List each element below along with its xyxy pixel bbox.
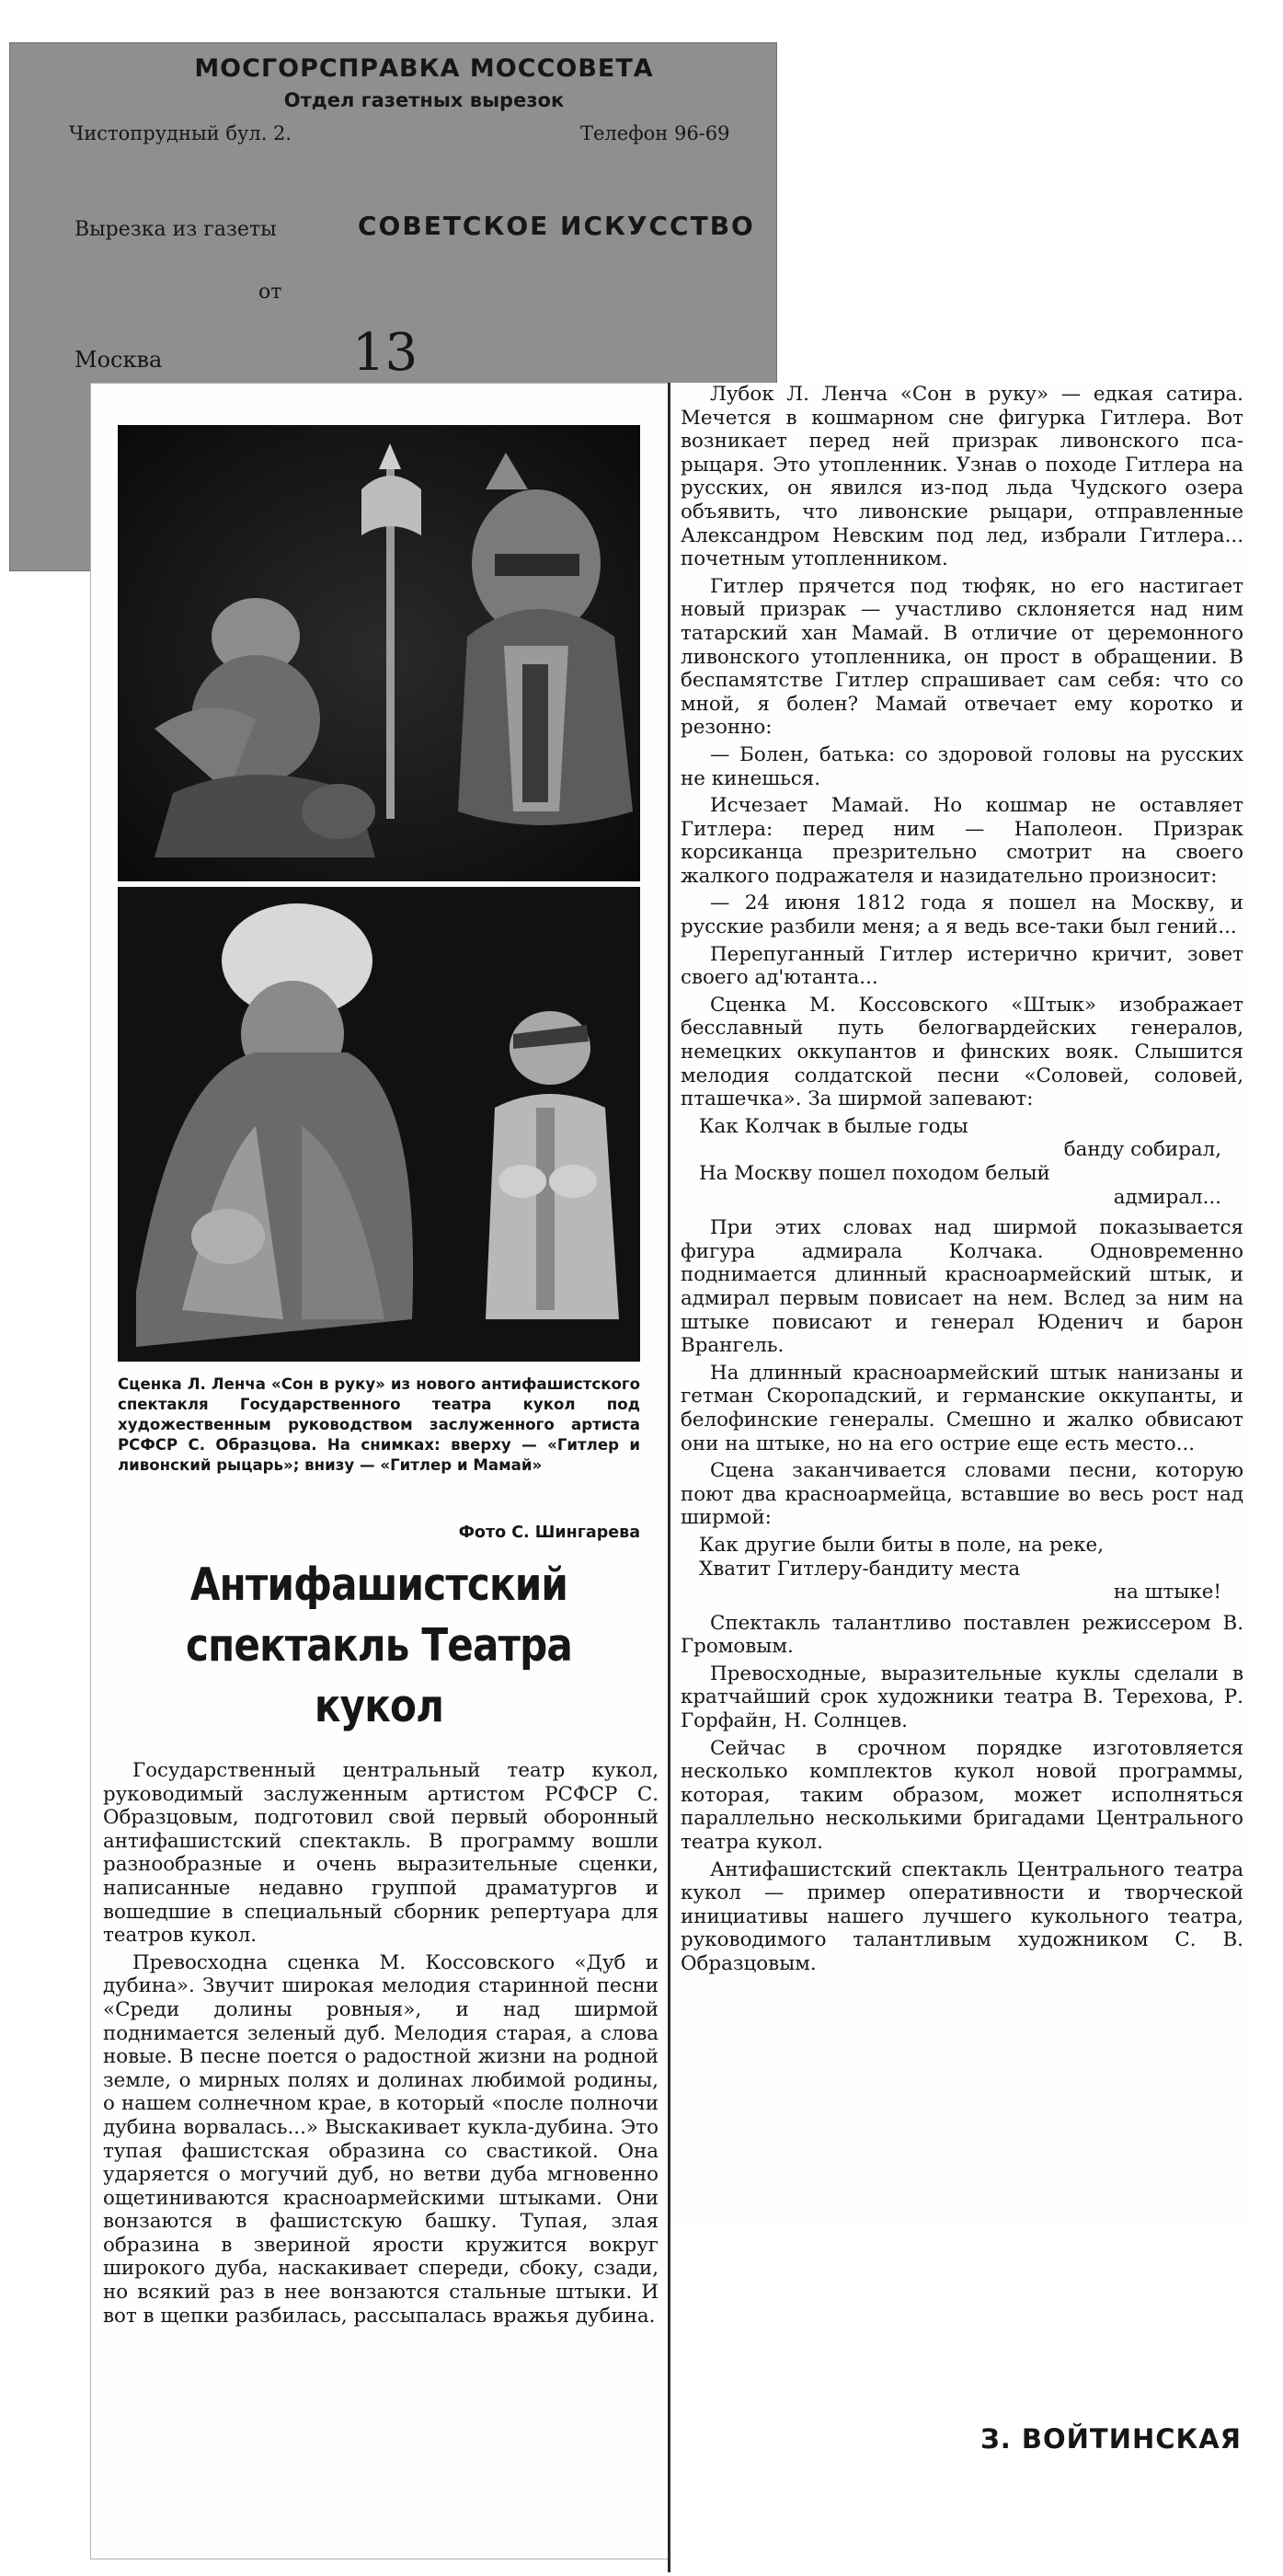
photo-hitler-and-mamai [118, 887, 640, 1362]
paragraph: Лубок Л. Ленча «Сон в руку» — едкая сатира. Мечется в кошмарном сне фигурка Гитлера. Вот возникает перед ней призрак ливонского пса-рыцаря. Это утопленник. Узнав о походе Гитлера на русских, он явился из-под льда Чудского озера объявить, что ливонские рыцари, отправленные Александром Невским под лед, избрали Гитлера... почетным утопленником. [681, 383, 1243, 571]
song-verse-kolchak [681, 1115, 1243, 1209]
stamp-date: 13 [352, 323, 418, 383]
paragraph: Гитлер прячется под тюфяк, но его настигает новый призрак — участливо склоняется над ним татарский хан Мамай. В отличие от церемонного ливонского утопленника, он прост в обращении. В беспамятстве Гитлер спрашивает сам себя: что со мной, я болен? Мамай отвечает ему коротко и резонно: [681, 574, 1243, 740]
paragraph: Антифашистский спектакль Центрального театра кукол — пример оперативности и творческой инициативы нашего лучшего кукольного театра, руководимого талантливым художником С. В. Образцовым. [681, 1857, 1243, 1975]
paragraph: При этих словах над ширмой показывается фигура адмирала Колчака. Одновременно поднимается длинный красноармейский штык, и адмирал первым повисает на нем. Вслед за ним на штыке повисают и генерал Юденич и барон Врангель. [681, 1216, 1243, 1358]
stamp-address: Чистопрудный бул. 2. [69, 122, 292, 144]
paragraph: Исчезает Мамай. Но кошмар не оставляет Гитлера: перед ним — Наполеон. Призрак корсиканца презрительно смотрит на своего жалкого подражателя и назидательно произносит: [681, 794, 1243, 888]
stamp-department: Отдел газетных вырезок [283, 89, 565, 111]
verse-line: адмирал... [1113, 1185, 1221, 1209]
stamp-phone: Телефон 96-69 [580, 122, 730, 144]
verse-line: На Москву пошел походом белый [699, 1162, 1050, 1185]
paragraph: Сцена заканчивается словами песни, которую поют два красноармейца, вставшие во весь рост над ширмой: [681, 1459, 1243, 1530]
stamp-newspaper-name: СОВЕТСКОЕ ИСКУССТВО [358, 211, 755, 241]
photo-credit: Фото С. Шингарева [458, 1524, 640, 1542]
verse-line: на штыке! [1113, 1581, 1221, 1604]
author-signature: З. ВОЙТИНСКАЯ [980, 2423, 1242, 2455]
left-column-text [103, 1759, 659, 2331]
stamp-from-label: от [258, 281, 282, 304]
verse-line: банду собирал, [1063, 1138, 1221, 1162]
paragraph: Сценка М. Коссовского «Штык» изображает бесславный путь белогвардейских генералов, немецких оккупантов и финских вояк. Слышится мелодия солдатской песни «Соловей, соловей, пташечка». За ширмой запевают: [681, 993, 1243, 1111]
paragraph: На длинный красноармейский штык нанизаны и гетман Скоропадский, и германские оккупанты, и белофинские генералы. Смешно и жалко обвисают они на штыке, но на его острие еще есть место... [681, 1361, 1243, 1455]
stamp-city: Москва [74, 347, 163, 373]
paragraph: Превосходна сценка М. Коссовского «Дуб и дубина». Звучит широкая мелодия старинной песни «Среди долины ровныя», и над ширмой поднимается зеленый дуб. Мелодия старая, а слова новые. В песне поется о радостной жизни на родной земле, о мирных полях и долинах любимой родины, о нашем солнечном крае, в который «после полночи дубина ворвалась...» Выскакивает кукла-дубина. Это тупая фашистская образина со свастикой. Она ударяется о могучий дуб, но ветви дуба мгновенно ощетиниваются красноармейскими штыками. Они вонзаются в фашистскую башку. Тупая, злая образина в звериной ярости кружится вокруг широкого дуба, наскакивает спереди, сбоку, сзади, но всякий раз в нее вонзаются стальные штыки. И вот в щепки разбилась, рассыпалась вражья дубина. [103, 1950, 659, 2328]
paragraph: Сейчас в срочном порядке изготовляется несколько комплектов кукол новой программы, которая, таким образом, может исполняться параллельно несколькими бригадами Центрального театра кукол. [681, 1736, 1243, 1855]
paragraph: Спектакль талантливо поставлен режиссером В. Громовым. [681, 1611, 1243, 1659]
paragraph: — 24 июня 1812 года я пошел на Москву, и русские разбили меня; а я ведь все-таки был гений... [681, 891, 1243, 939]
photo-hitler-and-livonian-knight [118, 425, 640, 881]
stamp-cut-label: Вырезка из газеты [74, 218, 277, 241]
article-headline: Антифашистский спектакль Театра кукол [186, 1558, 572, 1732]
stamp-title: МОСГОРСПРАВКА МОССОВЕТА [194, 54, 654, 83]
paragraph: Государственный центральный театр кукол, руководимый заслуженным артистом РСФСР С. Образцовым, подготовил свой первый оборонный антифашистский спектакль. В программу вошли разнообразные и очень выразительные сценки, написанные недавно группой драматургов и вошедшие в специальный сборник репертуара для театров кукол. [103, 1759, 659, 1948]
paragraph: Перепуганный Гитлер истерично кричит, зовет своего ад'ютанта... [681, 942, 1243, 990]
song-verse-final [681, 1534, 1243, 1604]
paragraph: — Болен, батька: со здоровой головы на русских не кинешься. [681, 742, 1243, 790]
column-divider [668, 383, 670, 2572]
verse-line: Хватит Гитлеру-бандиту места [699, 1557, 1021, 1581]
photo-caption: Сценка Л. Ленча «Сон в руку» из нового антифашистского спектакля Государственного театра кукол под художественным руководством заслуженного артиста РСФСР С. Образцова. На снимках: вверху — «Гитлер и ливонский рыцарь»; внизу — «Гитлер и Мамай» [118, 1375, 640, 1474]
right-column-text [681, 383, 1243, 1980]
verse-line: Как другие были биты в поле, на реке, [699, 1533, 1105, 1557]
verse-line: Как Колчак в былые годы [699, 1114, 968, 1138]
paragraph: Превосходные, выразительные куклы сделали в кратчайший срок художники театра В. Терехова, Р. Горфайн, Н. Солнцев. [681, 1662, 1243, 1733]
